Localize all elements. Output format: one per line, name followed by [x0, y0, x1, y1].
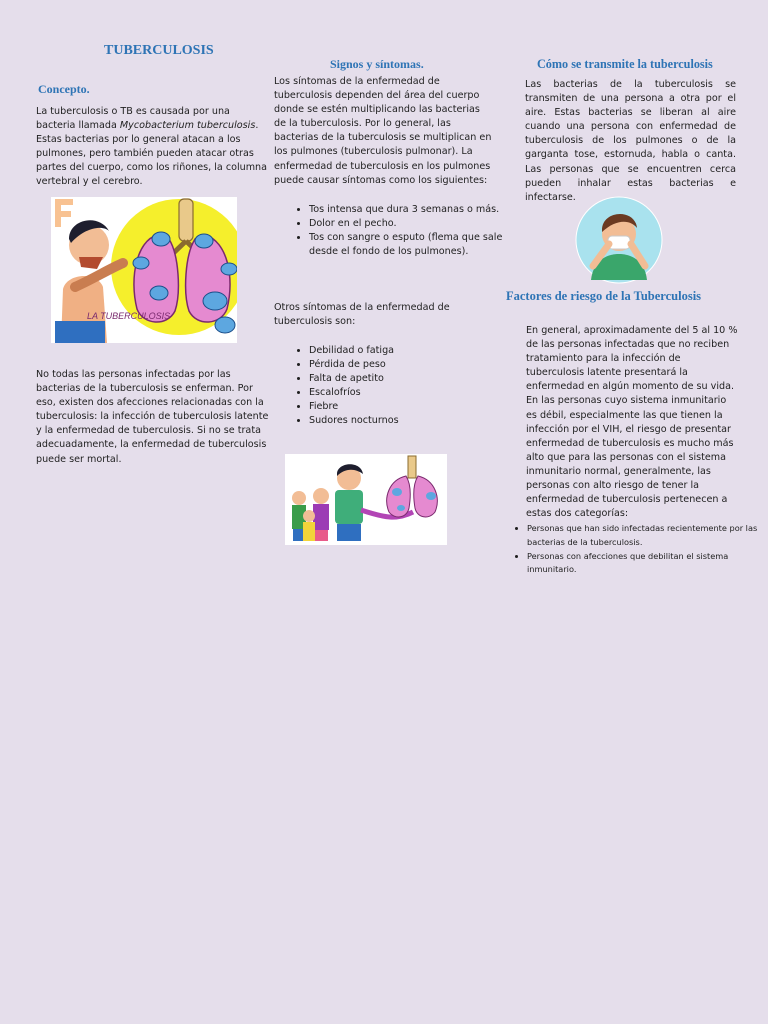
- list-item: • Escalofríos: [309, 386, 519, 400]
- list-item: • Personas con afecciones que debilitan el sistema inmunitario.: [527, 550, 765, 578]
- concept-heading: Concepto.: [38, 82, 90, 96]
- risk-groups-list: [502, 522, 765, 577]
- symptoms-intro: Los síntomas de la enfermedad de tuberculosis dependen del área del cuerpo donde se estén multiplicando las bacterias de la tuberculosis. Por lo general, las bacterias de la tuberculosis se multiplican en los pulmones (tuberculosis pulmonar). La enfermedad de tuberculosis en los pulmones puede causar síntomas como los siguientes:: [274, 76, 492, 186]
- coughing-person-illustration: [51, 197, 237, 343]
- masked-person-illustration: [575, 196, 663, 284]
- latent-infection-paragraph: No todas las personas infectadas por las bacterias de la tuberculosis se enferman. Por eso, existen dos afecciones relacionadas con la tuberculosis: la infección de tuberculosis latente y la enfermedad de tuberculosis. Si no se trata adecuadamente, la enfermedad de tuberculosis puede ser mortal.: [36, 369, 269, 465]
- transmission-heading: Cómo se transmite la tuberculosis: [537, 57, 713, 71]
- list-item: • Debilidad o fatiga: [309, 344, 519, 358]
- concept-text-end: . Estas bacterias por lo general atacan a los pulmones, pero también pueden atacar otras partes del cuerpo, como los riñones, la columna vertebral y el cerebro.: [36, 120, 268, 188]
- other-symptoms-list: [274, 344, 519, 429]
- illustration-caption: LA TUBERCULOSIS: [87, 311, 171, 321]
- other-symptoms-intro: Otros síntomas de la enfermedad de tuberculosis son:: [274, 302, 450, 328]
- list-item: • Falta de apetito: [309, 372, 519, 386]
- risk-factors-paragraph: En general, aproximadamente del 5 al 10 % de las personas infectadas que no reciben tratamiento para la infección de tuberculosis latente presentará la enfermedad en algún momento de su vida. En las personas cuyo sistema inmunitario es débil, especialmente las que tienen la infección por el VIH, el riesgo de presentar enfermedad de tuberculosis es mucho más alto que para las personas con el sistema inmunitario normal, generalmente, las personas con alto riesgo de tener la enfermedad de tuberculosis pertenecen a estas dos categorías:: [526, 325, 738, 520]
- list-item: • Dolor en el pecho.: [309, 217, 519, 231]
- list-item: • Sudores nocturnos: [309, 414, 519, 428]
- family-illustration: [285, 454, 447, 545]
- list-item: • Tos con sangre o esputo (flema que sale desde el fondo de los pulmones).: [309, 231, 519, 259]
- document-title: TUBERCULOSIS: [104, 43, 214, 58]
- symptoms-list: [274, 203, 519, 259]
- transmission-paragraph: Las bacterias de la tuberculosis se transmiten de una persona a otra por el aire. Estas bacterias se liberan al aire cuando una persona con enfermedad de tuberculosis de los pulmones o de la garganta tose, estornuda, habla o canta. Las personas que se encuentren cerca pueden inhalar estas bacterias e infectarse.: [525, 79, 736, 203]
- bacteria-species-name: Mycobacterium tuberculosis: [119, 120, 256, 132]
- concept-paragraph: [36, 105, 268, 190]
- risk-factors-heading: Factores de riesgo de la Tuberculosis: [506, 289, 702, 303]
- list-item: • Tos intensa que dura 3 semanas o más.: [309, 203, 519, 217]
- list-item: • Pérdida de peso: [309, 358, 519, 372]
- symptoms-heading: Signos y síntomas.: [330, 57, 424, 71]
- concept-text-start: La tuberculosis o TB es causada por una bacteria llamada: [36, 106, 230, 132]
- list-item: • Personas que han sido infectadas recientemente por las bacterias de la tuberculosis.: [527, 522, 765, 550]
- list-item: • Fiebre: [309, 400, 519, 414]
